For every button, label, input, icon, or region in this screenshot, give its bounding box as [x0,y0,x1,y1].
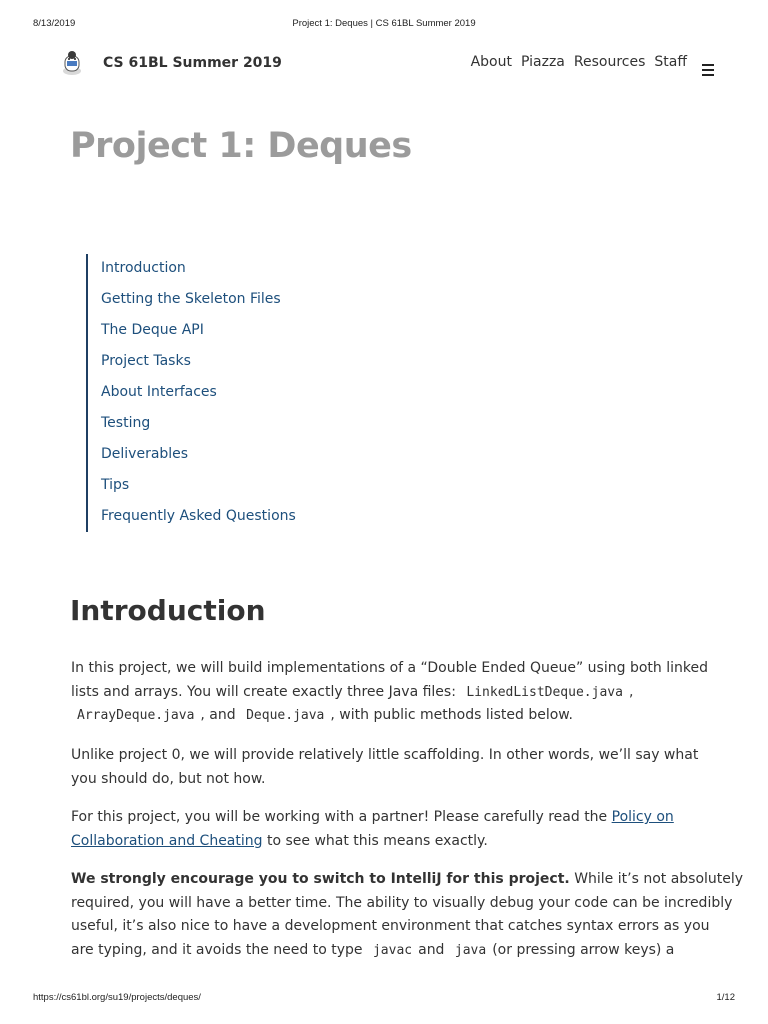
intro-paragraph-1 [71,657,708,728]
text-span: , and [200,707,236,723]
text-span: and [418,941,445,958]
bold-text: We strongly encourage you to switch to IntelliJ for this project. [71,871,570,887]
toc-link[interactable]: Getting the Skeleton Files [101,291,281,307]
site-title[interactable]: CS 61BL Summer 2019 [103,55,282,71]
print-date: 8/13/2019 [33,18,76,29]
toc-item-deliverables[interactable] [101,446,188,462]
toc-item-skeleton-files[interactable] [101,291,281,307]
toc-item-faq[interactable] [101,508,296,524]
section-heading-introduction: Introduction [70,594,266,627]
page-title: Project 1: Deques [70,126,412,166]
toc-link[interactable]: The Deque API [101,322,204,338]
toc-item-about-interfaces[interactable] [101,384,217,400]
table-of-contents [86,254,388,532]
code-java: java [454,942,487,958]
toc-item-project-tasks[interactable] [101,353,191,369]
text-span: , with public methods listed below. [330,707,573,723]
text-line [71,939,701,963]
text-line [71,830,701,854]
cs61bl-logo-icon[interactable] [60,50,84,76]
text-span: For this project, you will be working with a partner! Please carefully read the [71,809,608,825]
code-deque: Deque.java [246,708,325,723]
intro-paragraph-3 [71,806,701,853]
text-line: Unlike project 0, we will provide relatively little scaffolding. In other words, we’ll say what [71,747,699,763]
nav-piazza[interactable]: Piazza [521,54,565,70]
text-line [71,868,744,892]
text-span: While it’s not absolutely [574,871,744,887]
code-linkedlistdeque: LinkedListDeque.java [466,684,623,700]
text-line [71,681,701,705]
toc-link[interactable]: Deliverables [101,446,189,462]
toc-item-tips[interactable] [101,477,129,493]
text-line: you should do, but not how. [71,770,266,787]
text-line: required, you will have a better time. The ability to visually debug your code can be incredibly [71,894,733,911]
policy-link[interactable]: Collaboration and Cheating [71,832,263,849]
toc-link[interactable]: Introduction [101,260,186,276]
code-javac: javac [372,942,413,958]
toc-link[interactable]: Testing [101,415,151,431]
text-line: useful, it’s also nice to have a development environment that catches syntax errors as you [71,918,710,934]
text-line [71,704,701,728]
text-span: are typing, and it avoids the need to type [71,941,363,958]
text-span: (or pressing arrow keys) a [492,941,675,958]
main-nav [462,54,687,70]
toc-link[interactable]: Frequently Asked Questions [101,508,296,524]
policy-link[interactable]: Policy on [611,809,674,825]
print-title: Project 1: Deques | CS 61BL Summer 2019 [292,18,476,29]
print-url: https://cs61bl.org/su19/projects/deques/ [33,992,201,1003]
toc-item-deque-api[interactable] [101,322,204,338]
code-arraydeque: ArrayDeque.java [77,708,195,723]
print-page-number: 1/12 [716,992,735,1003]
intro-paragraph-2 [71,744,701,791]
toc-item-testing[interactable] [101,415,150,431]
toc-link[interactable]: About Interfaces [101,384,217,400]
nav-staff[interactable]: Staff [654,54,687,70]
site-header [0,44,768,84]
toc-item-introduction[interactable] [101,260,186,276]
text-span: to see what this means exactly. [266,832,488,849]
text-line: In this project, we will build implementations of a “Double Ended Queue” using both linked [71,660,708,676]
toc-link[interactable]: Project Tasks [101,353,191,369]
text-line [71,806,701,830]
nav-resources[interactable]: Resources [573,54,646,70]
toc-link[interactable]: Tips [101,477,130,493]
intro-paragraph-4 [71,868,744,962]
text-span: lists and arrays. You will create exactly three Java files: [71,683,456,700]
text-span: , [628,683,634,700]
hamburger-menu-icon[interactable] [702,64,714,76]
nav-about[interactable]: About [470,54,512,70]
